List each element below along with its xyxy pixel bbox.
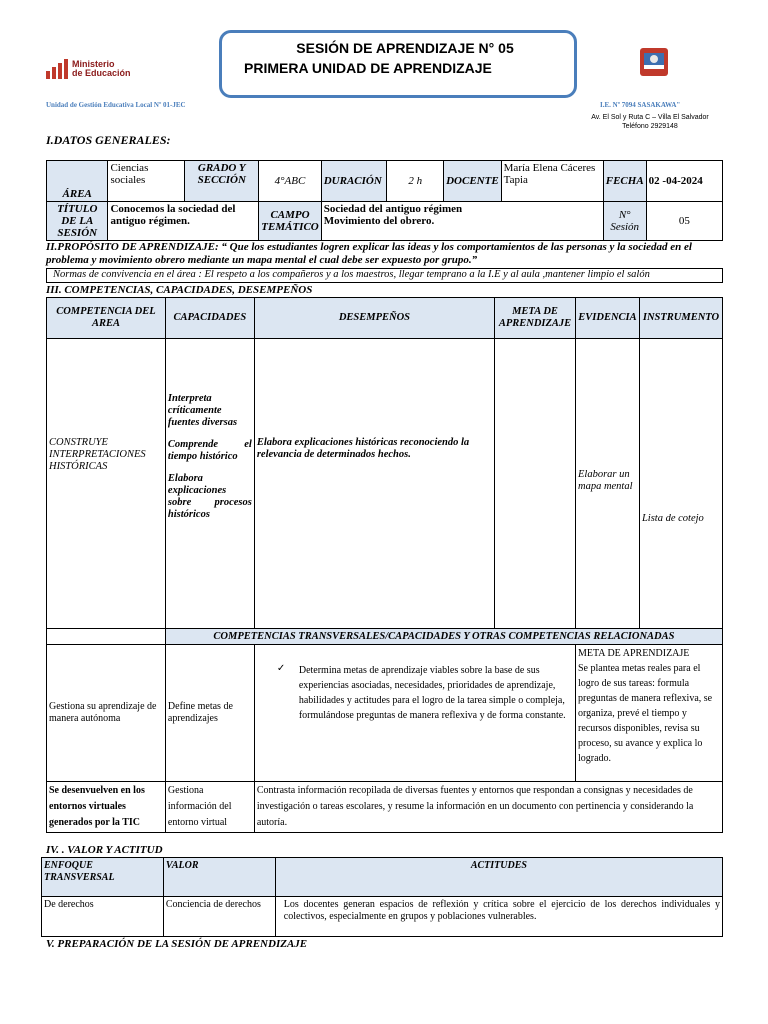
header-competencia: COMPETENCIA DEL AREA	[47, 298, 166, 339]
transversal-title: COMPETENCIAS TRANSVERSALES/CAPACIDADES Y OTRAS COMPETENCIAS RELACIONADAS	[165, 629, 722, 645]
general-data-table	[46, 160, 723, 241]
proposito-text: II.PROPÓSITO DE APRENDIZAJE: “ Que los estudiantes logren explicar las ideas y los comportamientos de las personas y la sociedad en el problema y movimiento obrero mediante un mapa mental el cual debe ser expuesto por grupo.”	[46, 241, 692, 266]
school-crest-icon	[634, 44, 674, 80]
grado-label: GRADO Y SECCIÓN	[185, 161, 259, 202]
nsesion-value: 05	[646, 202, 722, 241]
duracion-label: DURACIÓN	[321, 161, 387, 202]
t2-desempeno: Contrasta información recopilada de diversas fuentes y entornos que respondan a consignas y necesidades de investigación o tareas escolares, y resume la información en un documento con pertinencia y considerando la autoría.	[254, 782, 722, 833]
header-desempenos: DESEMPEÑOS	[254, 298, 494, 339]
logo-text-line2: de Educación	[72, 68, 131, 78]
duracion-value: 2 h	[387, 161, 444, 202]
nsesion-label: N° Sesión	[603, 202, 646, 241]
header-enfoque: ENFOQUE TRANSVERSAL	[42, 858, 164, 897]
ugel-label: Unidad de Gestión Educativa Local Nº 01-JEC	[46, 101, 186, 109]
logo-bars-icon	[46, 59, 68, 79]
campo-tematico-label: CAMPO TEMÁTICO	[259, 202, 321, 241]
t1-desempeno: Determina metas de aprendizaje viables sobre la base de sus experiencias asociadas, necesidades, prioridades de aprendizaje, habilidades y actitudes para el logro de la tarea simple o compleja, formulándose preguntas de manera reflexiva y de forma constante.	[298, 665, 566, 721]
normas-convivencia: Normas de convivencia en el área : El respeto a los compañeros y a los maestros, llegar temprano a la I.E y al aula ,mantener limpio el salón	[46, 268, 723, 283]
capacidades-cell	[165, 339, 254, 629]
titulo-label: TÍTULO DE LA SESIÓN	[47, 202, 108, 241]
fecha-label: FECHA	[603, 161, 646, 202]
logo-text-line1: Ministerio	[72, 59, 115, 69]
valor-value: Conciencia de derechos	[163, 897, 275, 937]
header-capacidades: CAPACIDADES	[165, 298, 254, 339]
area-value: Ciencias sociales	[108, 161, 185, 202]
header-valor: VALOR	[163, 858, 275, 897]
grado-value: 4°ABC	[259, 161, 321, 202]
t1-desempeno-cell	[254, 645, 575, 782]
meta-cell	[495, 339, 576, 629]
campo-tematico-value: Sociedad del antiguo régimen Movimiento del obrero.	[321, 202, 603, 241]
valor-actitud-table	[41, 857, 723, 937]
enfoque-value: De derechos	[42, 897, 164, 937]
fecha-value: 02 -04-2024	[646, 161, 722, 202]
header-meta: META DE APRENDIZAJE	[495, 298, 576, 339]
docente-label: DOCENTE	[444, 161, 502, 202]
ministry-logo	[46, 56, 156, 82]
header-evidencia: EVIDENCIA	[575, 298, 639, 339]
session-title: SESIÓN DE APRENDIZAJE N° 05	[296, 40, 514, 56]
capacidad-2: Comprende el tiempo histórico	[167, 439, 252, 462]
desempeno-cell: Elabora explicaciones históricas reconociendo la relevancia de determinados hechos.	[254, 339, 494, 629]
competencias-table	[46, 297, 723, 833]
section-competencias-title: III. COMPETENCIAS, CAPACIDADES, DESEMPEÑOS	[46, 284, 313, 296]
competencia-cell: CONSTRUYE INTERPRETACIONES HISTÓRICAS	[47, 339, 166, 629]
evidencia-cell: Elaborar un mapa mental	[575, 339, 639, 629]
header-instrumento: INSTRUMENTO	[639, 298, 722, 339]
header-actitudes: ACTITUDES	[275, 858, 722, 897]
t1-meta-cell	[575, 645, 722, 782]
instrumento-cell: Lista de cotejo	[639, 339, 722, 629]
actitudes-value: Los docentes generan espacios de reflexión y crítica sobre el ejercicio de los derechos individuales y colectivos, especialmente en grupos y poblaciones vulnerables.	[275, 897, 722, 937]
docente-value: María Elena Cáceres Tapia	[501, 161, 603, 202]
titulo-value: Conocemos la sociedad del antiguo régimen.	[108, 202, 259, 241]
t1-competencia: Gestiona su aprendizaje de manera autónoma	[47, 645, 166, 782]
t1-meta-title: META DE APRENDIZAJE	[577, 648, 690, 659]
t1-capacidad: Define metas de aprendizajes	[165, 645, 254, 782]
school-address: Av. El Sol y Ruta C – Villa El Salvador Teléfono 2929148	[591, 114, 709, 130]
capacidad-1: Interpreta críticamente fuentes diversas	[167, 393, 238, 428]
school-name: I.E. Nº 7094 SASAKAWA"	[600, 101, 681, 109]
checkmark-icon: ✓	[276, 663, 286, 674]
t1-meta: Se plantea metas reales para el logro de sus tareas: formula preguntas de manera reflexiva, se organiza, prevé el tiempo y recursos disponibles, revisa su proceso, su avance y explica lo logrado.	[577, 663, 713, 764]
capacidad-3: Elabora explicaciones sobre procesos históricos	[167, 473, 252, 520]
section-preparacion-title: V. PREPARACIÓN DE LA SESIÓN DE APRENDIZAJE	[46, 938, 308, 950]
t2-competencia: Se desenvuelven en los entornos virtuales generados por la TIC	[47, 782, 166, 833]
unit-title: PRIMERA UNIDAD DE APRENDIZAJE	[244, 60, 492, 76]
section-datos-generales-title: I.DATOS GENERALES:	[46, 133, 171, 147]
area-label: ÁREA	[47, 161, 108, 202]
section-valor-title: IV. . VALOR Y ACTITUD	[46, 844, 163, 856]
t2-capacidad: Gestiona información del entorno virtual	[165, 782, 254, 833]
